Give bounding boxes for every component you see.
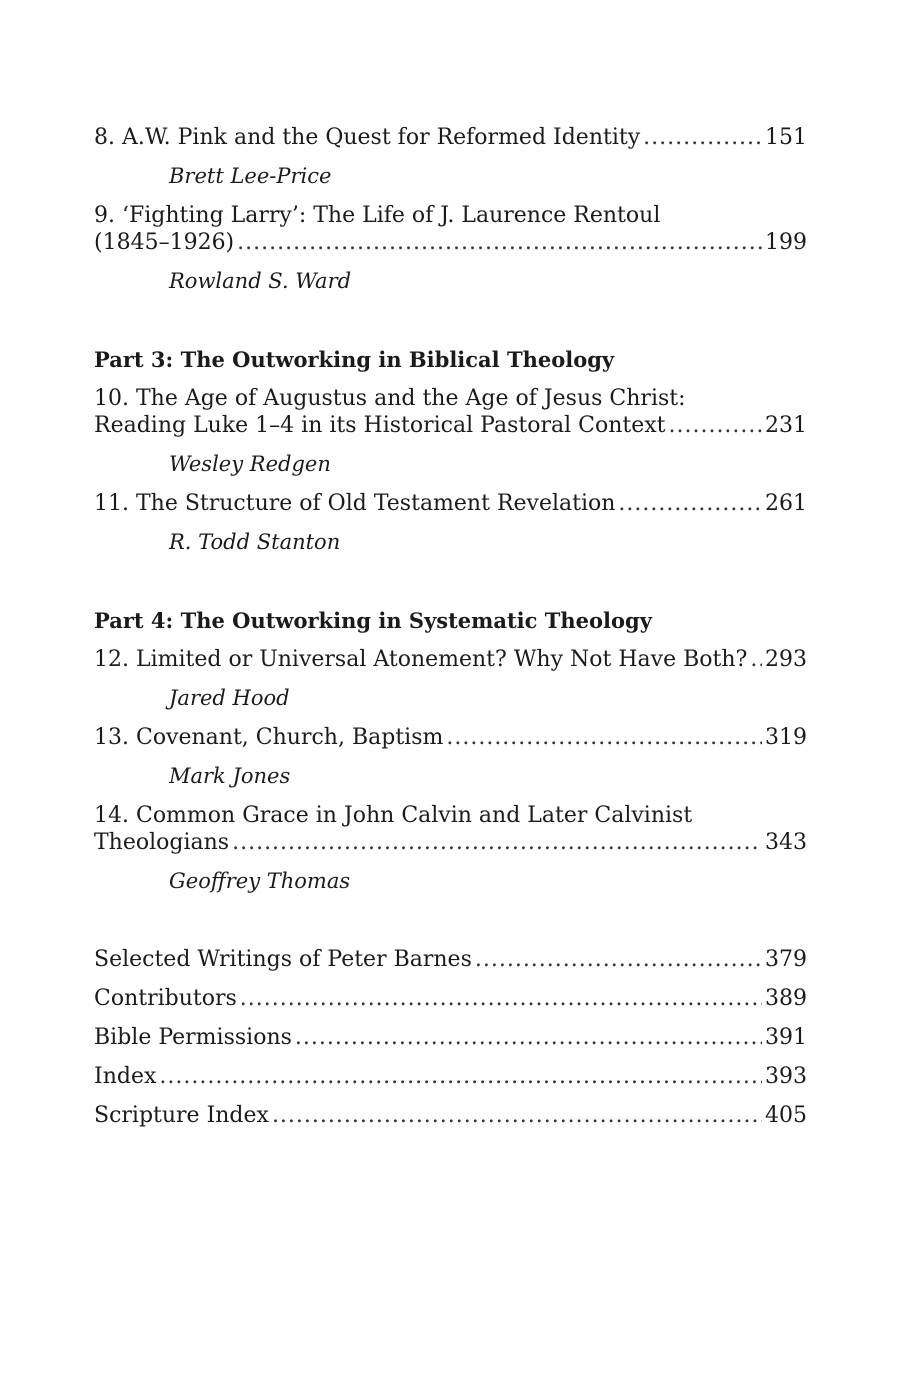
toc-page-number: 405: [765, 1103, 807, 1128]
toc-page-number: 261: [765, 491, 807, 516]
toc-entry-title: 11. The Structure of Old Testament Revelation: [94, 491, 616, 516]
toc-entry-title-line: 14. Common Grace in John Calvin and Later Calvinist: [94, 803, 693, 828]
toc-entry-author: Mark Jones: [169, 764, 291, 788]
toc-entry-line: [94, 946, 807, 973]
toc-entry-line: [94, 229, 807, 256]
toc-entry-title: 13. Covenant, Church, Baptism: [94, 725, 444, 750]
toc-entry-title: Selected Writings of Peter Barnes: [94, 947, 472, 972]
toc-entry-contributors[interactable]: [94, 985, 807, 1012]
dot-leader: [295, 1024, 762, 1051]
toc-entry-author: Rowland S. Ward: [169, 269, 352, 293]
toc-page-number: 343: [765, 830, 807, 855]
dot-leader: [475, 946, 762, 973]
toc-entry-14[interactable]: [94, 802, 807, 856]
toc-entry-line: [94, 1024, 807, 1051]
toc-entry-title: Reading Luke 1–4 in its Historical Pastoral Context: [94, 413, 666, 438]
table-of-contents: [94, 124, 807, 1141]
dot-leader: [446, 724, 762, 751]
toc-entry-title: Index: [94, 1064, 157, 1089]
dot-leader: [159, 1063, 762, 1090]
toc-entry-line: [94, 124, 807, 151]
toc-entry-title: Contributors: [94, 986, 237, 1011]
toc-entry-author: Geoffrey Thomas: [169, 869, 351, 893]
toc-entry-selected-writings[interactable]: [94, 946, 807, 973]
toc-entry-title: 12. Limited or Universal Atonement? Why Not Have Both?: [94, 647, 748, 672]
toc-page-number: 231: [765, 413, 807, 438]
toc-entry-title: (1845–1926): [94, 230, 235, 255]
toc-entry-title: 8. A.W. Pink and the Quest for Reformed Identity: [94, 125, 641, 150]
dot-leader: [272, 1102, 762, 1129]
section-spacer: [94, 907, 807, 946]
dot-leader: [240, 985, 762, 1012]
toc-entry-author: Wesley Redgen: [169, 452, 331, 476]
section-spacer: [94, 307, 807, 346]
toc-page-number: 293: [765, 647, 807, 672]
toc-entry-line: [94, 412, 807, 439]
toc-page-number: 151: [765, 125, 807, 150]
toc-entry-title: Bible Permissions: [94, 1025, 292, 1050]
part-3-heading: Part 3: The Outworking in Biblical Theology: [94, 347, 615, 372]
section-spacer: [94, 568, 807, 607]
toc-entry-12[interactable]: [94, 646, 807, 673]
toc-entry-line: [94, 1063, 807, 1090]
toc-page-number: 379: [765, 947, 807, 972]
toc-entry-bible-permissions[interactable]: [94, 1024, 807, 1051]
toc-entry-title: Scripture Index: [94, 1103, 269, 1128]
toc-entry-scripture-index[interactable]: [94, 1102, 807, 1129]
toc-entry-title: Theologians: [94, 830, 230, 855]
part-4-heading: Part 4: The Outworking in Systematic Theology: [94, 608, 652, 633]
toc-entry-line: [94, 829, 807, 856]
dot-leader: [618, 490, 762, 517]
toc-entry-line: [94, 1102, 807, 1129]
dot-leader: [232, 829, 762, 856]
toc-entry-8[interactable]: [94, 124, 807, 151]
toc-page-number: 319: [765, 725, 807, 750]
toc-entry-9[interactable]: [94, 202, 807, 256]
toc-entry-10[interactable]: [94, 385, 807, 439]
toc-entry-line: [94, 646, 807, 673]
toc-entry-13[interactable]: [94, 724, 807, 751]
dot-leader: [643, 124, 762, 151]
toc-entry-title-line: 9. ‘Fighting Larry’: The Life of J. Laurence Rentoul: [94, 203, 661, 228]
toc-entry-title-line: 10. The Age of Augustus and the Age of Jesus Christ:: [94, 386, 686, 411]
toc-entry-line: [94, 490, 807, 517]
toc-entry-11[interactable]: [94, 490, 807, 517]
dot-leader: [668, 412, 762, 439]
toc-page-number: 391: [765, 1025, 807, 1050]
toc-entry-index[interactable]: [94, 1063, 807, 1090]
toc-page-number: 389: [765, 986, 807, 1011]
dot-leader: [750, 646, 762, 673]
toc-entry-line: [94, 985, 807, 1012]
toc-page-number: 393: [765, 1064, 807, 1089]
toc-page-number: 199: [765, 230, 807, 255]
dot-leader: [237, 229, 762, 256]
toc-entry-author: R. Todd Stanton: [169, 530, 341, 554]
toc-entry-author: Brett Lee-Price: [169, 164, 332, 188]
toc-entry-author: Jared Hood: [169, 686, 290, 710]
toc-entry-line: [94, 724, 807, 751]
